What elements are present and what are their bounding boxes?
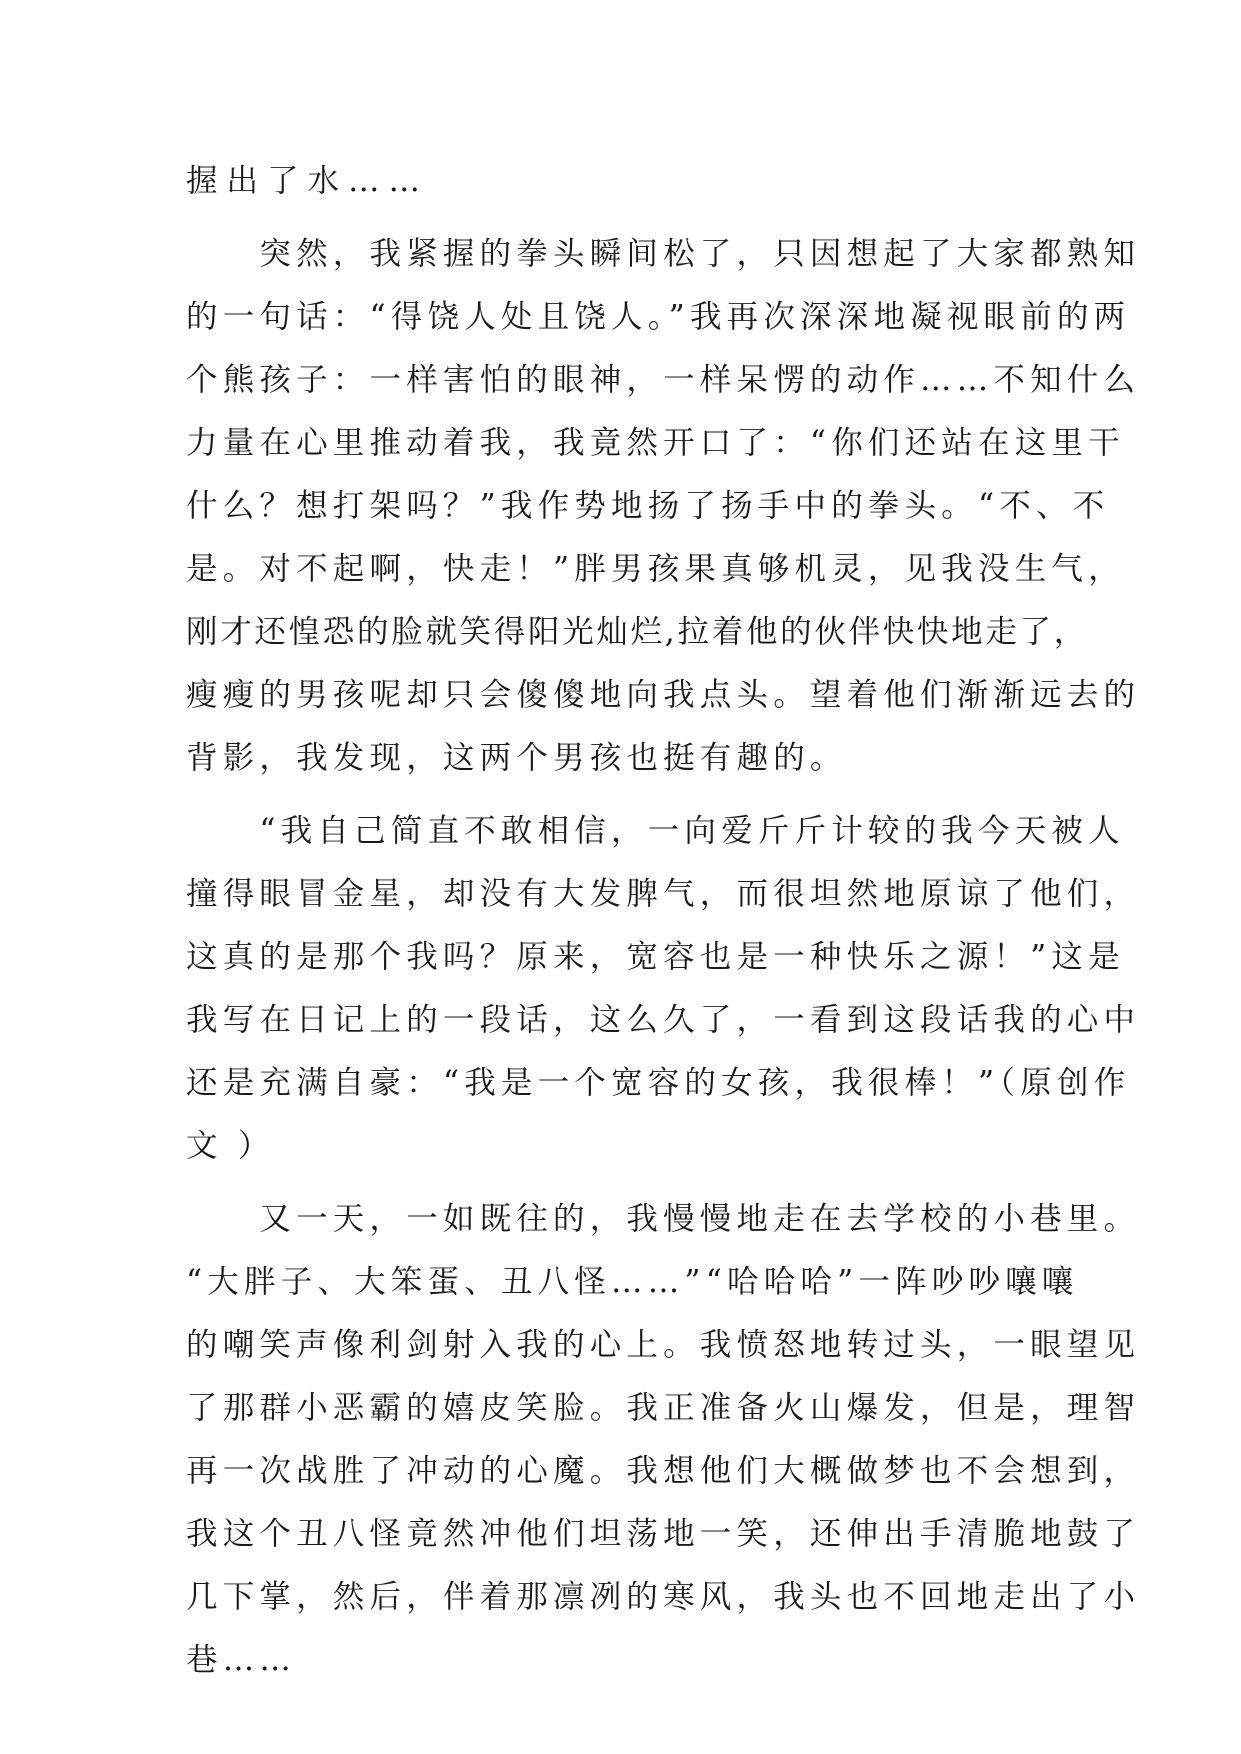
essay-body [186, 150, 1141, 1692]
paragraph-4 [186, 1188, 1141, 1692]
text-line: 是。对不起啊，快走！”胖男孩果真够机灵，见我没生气， [186, 551, 1125, 587]
text-line: 的嘲笑声像利剑射入我的心上。我愤怒地转过头，一眼望见 [186, 1327, 1141, 1363]
text-line: 几下掌，然后，伴着那凛冽的寒风，我头也不回地走出了小 [186, 1579, 1141, 1615]
paragraph-2 [186, 223, 1141, 790]
text-line: “我自己简直不敢相信，一向爱斤斤计较的我今天被人 [186, 813, 1125, 849]
text-line: 文 ） [186, 1128, 275, 1164]
text-line: 我写在日记上的一段话，这么久了，一看到这段话我的心中 [186, 1002, 1141, 1038]
text-line: 又一天，一如既往的，我慢慢地走在去学校的小巷里。 [186, 1201, 1141, 1237]
text-line: 个熊孩子：一样害怕的眼神，一样呆愣的动作……不知什么 [186, 362, 1141, 398]
text-line: 这真的是那个我吗？原来，宽容也是一种快乐之源！”这是 [186, 939, 1125, 975]
text-line: 握出了水…… [186, 163, 430, 199]
paragraph-1 [186, 150, 1056, 213]
text-line: 还是充满自豪：“我是一个宽容的女孩，我很棒！”（原创作 [186, 1065, 1131, 1101]
text-line: 撞得眼冒金星，却没有大发脾气，而很坦然地原谅了他们， [186, 876, 1141, 912]
text-line: 了那群小恶霸的嬉皮笑脸。我正准备火山爆发，但是，理智 [186, 1390, 1141, 1426]
paragraph-3 [186, 800, 1141, 1178]
text-line: 瘦瘦的男孩呢却只会傻傻地向我点头。望着他们渐渐远去的 [186, 677, 1141, 713]
text-line: 什么？想打架吗？”我作势地扬了扬手中的拳头。“不、不 [186, 488, 1110, 524]
text-line: 背影，我发现，这两个男孩也挺有趣的。 [186, 740, 847, 776]
text-line: 刚才还惶恐的脸就笑得阳光灿烂,拉着他的伙伴快快地走了， [186, 614, 1088, 650]
text-line: “大胖子、大笨蛋、丑八怪……”“哈哈哈”一阵吵吵嚷嚷 [186, 1264, 1079, 1300]
text-line: 力量在心里推动着我，我竟然开口了：“你们还站在这里干 [186, 425, 1125, 461]
text-line: 的一句话：“得饶人处且饶人。”我再次深深地凝视眼前的两 [186, 299, 1131, 335]
text-line: 突然，我紧握的拳头瞬间松了，只因想起了大家都熟知 [186, 236, 1141, 272]
text-line: 巷…… [186, 1642, 297, 1678]
text-line: 再一次战胜了冲动的心魔。我想他们大概做梦也不会想到， [186, 1453, 1141, 1489]
text-line: 我这个丑八怪竟然冲他们坦荡地一笑，还伸出手清脆地鼓了 [186, 1516, 1141, 1552]
